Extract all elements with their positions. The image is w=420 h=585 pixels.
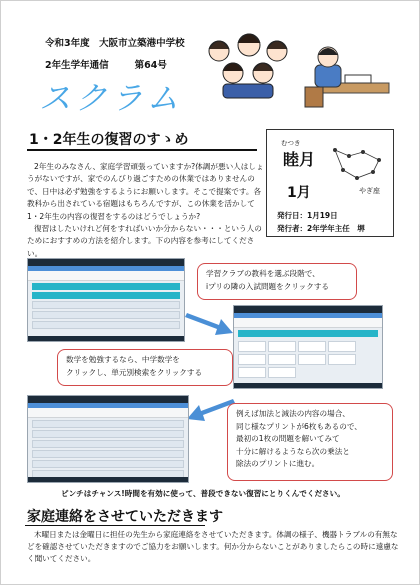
newsletter-name: 2年生学年通信 bbox=[45, 60, 109, 71]
calendar-box bbox=[266, 129, 394, 237]
school-name: 令和3年度 大阪市立築港中学校 bbox=[45, 38, 185, 49]
intro-paragraph-1: 2年生のみなさん、家庭学習頑張っていますか?体調が悪い人はしょうがないですが、家でのんびり過ごすための休業ではありませんので、日中は必ず勉強をするようにお願いします。そこで提案です。各教科から出されている宿題はもちろんですが、この休業を活かして1・2年生の内容の復習をするのはどうでしょうか? bbox=[27, 162, 264, 221]
arrow-right-down-icon bbox=[185, 307, 235, 337]
issue-line bbox=[45, 57, 167, 71]
issue-number: 第64号 bbox=[134, 60, 167, 71]
zodiac-label: やぎ座 bbox=[359, 187, 380, 195]
screenshot-study-club bbox=[27, 258, 185, 342]
callout-3-line-2: 同じ様なプリントが6枚もあるので、 bbox=[236, 421, 362, 431]
callout-1-line-1: 学習クラブの教科を選ぶ段階で、 bbox=[206, 269, 320, 278]
callout-step-2 bbox=[57, 349, 233, 386]
article-title: 1・2年生の復習のすゝめ bbox=[29, 132, 189, 148]
newsletter-logo: スクラム bbox=[39, 79, 183, 117]
hint-text: ピンチはチャンス!時間を有効に使って、普段できない復習にとりくんでください。 bbox=[61, 489, 345, 498]
capricorn-constellation-icon bbox=[329, 142, 387, 184]
callout-2-line-1: 数学を勉強するなら、中学数学を bbox=[66, 355, 180, 364]
callout-1-line-2: iプリの隣の入試問題をクリックする bbox=[206, 281, 329, 291]
screenshot-junior-math bbox=[233, 305, 383, 389]
section-underline bbox=[25, 525, 205, 526]
intro-paragraph-2: 復習はしたいけれど何をすればいいか分からない・・・という人のためにおすすめの方法を紹介します。下の内容を参考にしてください。 bbox=[27, 224, 262, 258]
callout-3-line-5: 除法のプリントに進む。 bbox=[236, 459, 320, 468]
callout-step-1 bbox=[197, 263, 357, 300]
students-group-illustration bbox=[199, 29, 297, 99]
home-contact-body: 木曜日または金曜日に担任の先生から家庭連絡をさせていただきます。体調の様子、機器トラブルの有無などを確認させていただきますのでご協力をお願いします。何か分からないことがありましたらこの時に遠慮なく聞いてください。 bbox=[27, 530, 399, 564]
callout-step-3 bbox=[227, 403, 393, 481]
callout-3-line-4: 十分に解けるようなら次の乗法と bbox=[236, 446, 350, 456]
publisher: 発行者：2年学年主任 堺 bbox=[277, 224, 365, 233]
article-intro bbox=[27, 161, 265, 260]
title-underline bbox=[27, 149, 257, 151]
home-contact-notice bbox=[27, 529, 399, 566]
callout-2-line-2: クリックし、単元別検索をクリックする bbox=[66, 367, 203, 377]
callout-3-line-1: 例えば加法と減法の内容の場合、 bbox=[236, 409, 350, 418]
callout-3-line-3: 最初の1枚の問題を解いてみて bbox=[236, 434, 340, 443]
studying-student-illustration bbox=[301, 41, 391, 109]
month-number: 1月 bbox=[287, 185, 311, 201]
month-name: 睦月 bbox=[283, 150, 316, 169]
publish-date: 発行日：1月19日 bbox=[277, 211, 338, 220]
section-title-home-contact: 家庭連絡をさせていただきます bbox=[27, 509, 223, 525]
screenshot-unit-search bbox=[27, 395, 189, 483]
month-ruby: むつき bbox=[281, 139, 301, 147]
